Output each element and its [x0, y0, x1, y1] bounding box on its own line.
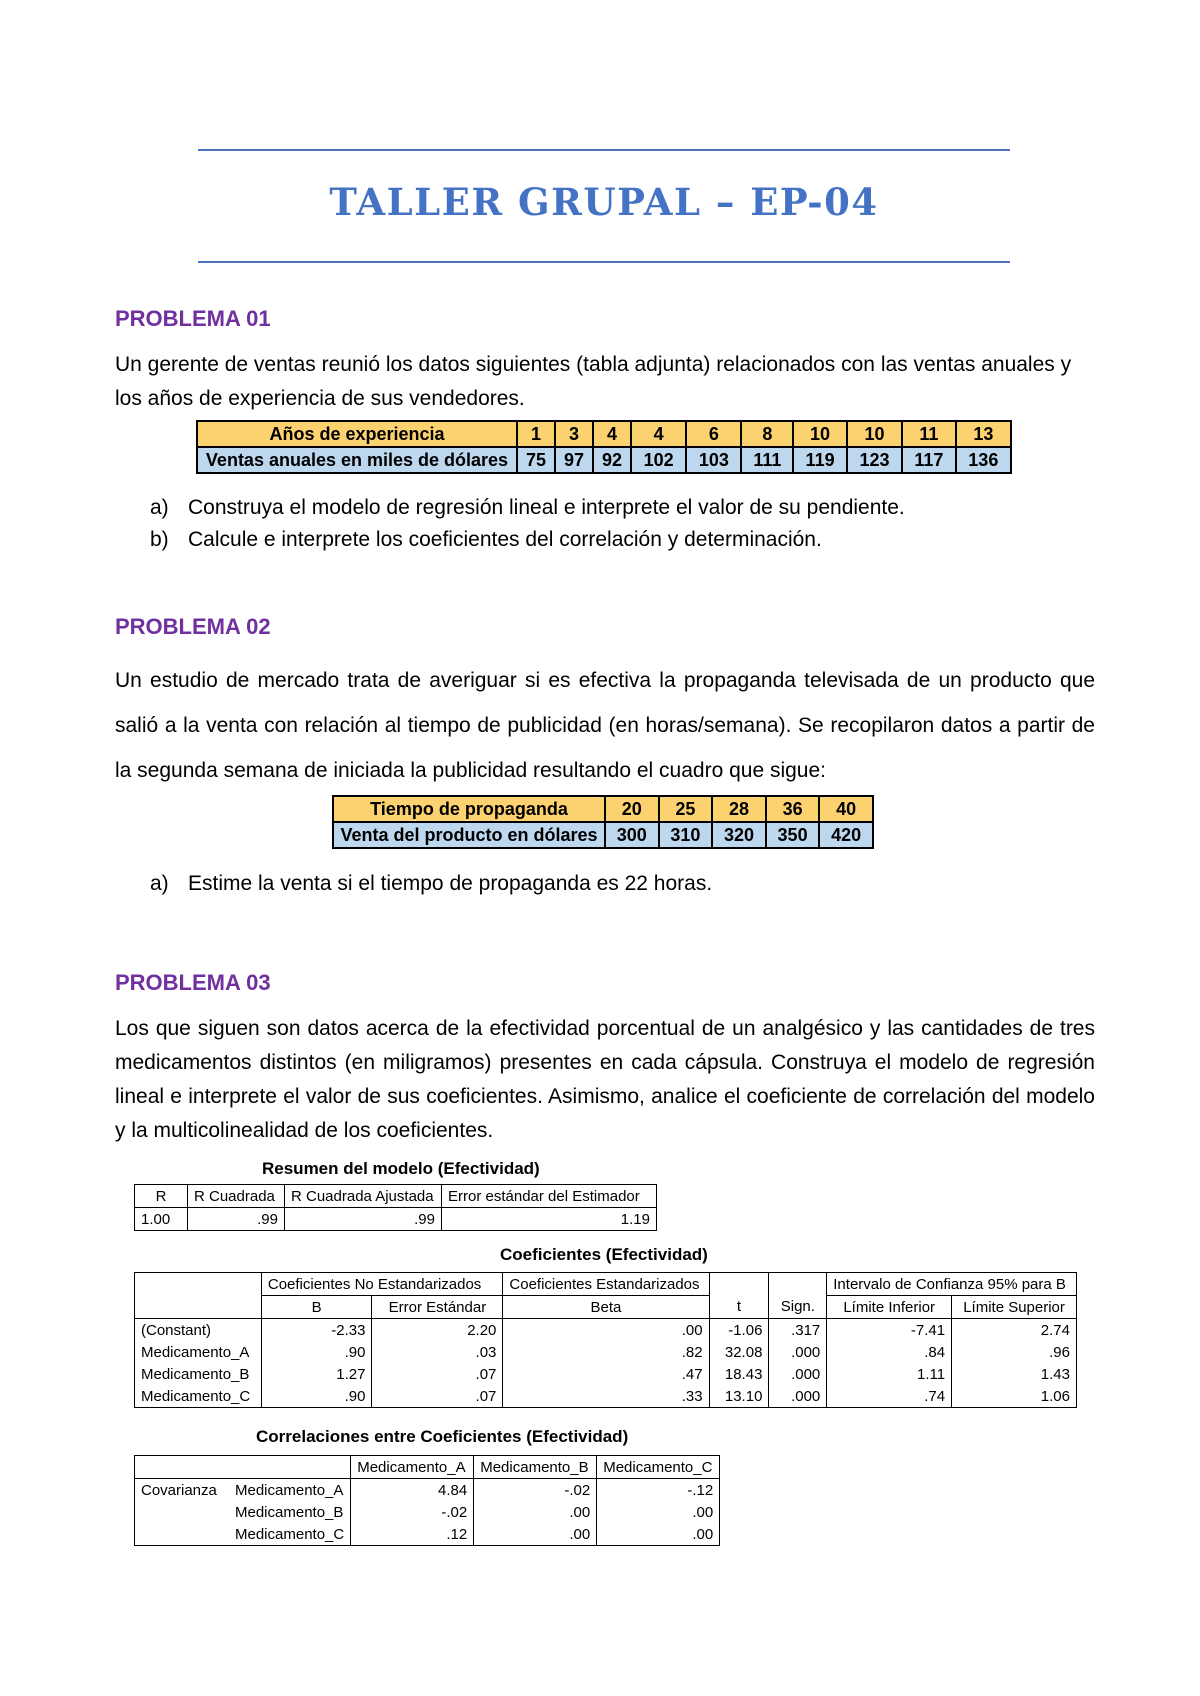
table-cell: 36 — [766, 796, 820, 822]
problem-01-text: Un gerente de ventas reunió los datos siguientes (tabla adjunta) relacionados con las ventas anuales y los años de experiencia de sus vendedores. — [115, 353, 1072, 410]
table-cell: .000 — [769, 1363, 827, 1385]
table-cell: 18.43 — [709, 1363, 769, 1385]
table-cell: 136 — [956, 447, 1011, 473]
table-cell: .00 — [474, 1501, 597, 1523]
table-cell: .317 — [769, 1319, 827, 1342]
table-cell: 10 — [793, 421, 847, 447]
table-header: Límite Inferior — [827, 1296, 952, 1319]
table-cell: 111 — [741, 447, 793, 473]
table-cell: 13 — [956, 421, 1011, 447]
table-cell: 11 — [902, 421, 956, 447]
table-header: Coeficientes No Estandarizados — [261, 1273, 503, 1296]
correlations-title: Correlaciones entre Coeficientes (Efectividad) — [256, 1427, 629, 1446]
row-group-label: Covarianza — [135, 1479, 230, 1502]
problem-03-text: Los que siguen son datos acerca de la efectividad porcentual de un analgésico y las cantidades de tres medicamentos distintos (en miligramos) presentes en cada cápsula. Construya el modelo de regresión lineal e interprete el valor de sus coeficientes. Asimismo, analice el coeficiente de correlación del modelo y la multicolinealidad de los coeficientes. — [115, 1017, 1095, 1142]
table-header: Error estándar del Estimador — [442, 1185, 657, 1208]
table-cell: 123 — [847, 447, 902, 473]
table-row — [135, 1296, 1077, 1319]
model-summary-table — [134, 1184, 657, 1231]
row-label: Medicamento_A — [135, 1341, 262, 1363]
table-cell: 8 — [741, 421, 793, 447]
table-cell: 2.20 — [372, 1319, 503, 1342]
coefficients-title: Coeficientes (Efectividad) — [500, 1245, 708, 1264]
table-cell: .99 — [188, 1208, 285, 1231]
table-cell: -.12 — [597, 1479, 720, 1502]
table-cell: 119 — [793, 447, 847, 473]
table-row — [333, 796, 873, 822]
table-header-blank — [229, 1456, 351, 1479]
table-cell: .90 — [261, 1341, 372, 1363]
table-header: R Cuadrada — [188, 1185, 285, 1208]
table-cell: 2.74 — [952, 1319, 1077, 1342]
table-cell: 3 — [555, 421, 593, 447]
table-cell: .84 — [827, 1341, 952, 1363]
table-cell: 1.43 — [952, 1363, 1077, 1385]
model-summary-title: Resumen del modelo (Efectividad) — [262, 1159, 540, 1178]
problem-03-heading: PROBLEMA 03 — [115, 970, 271, 995]
table-header: R — [135, 1185, 188, 1208]
table-header: Límite Superior — [952, 1296, 1077, 1319]
table-row — [135, 1273, 1077, 1296]
table-cell: 102 — [631, 447, 686, 473]
table-cell: 25 — [659, 796, 713, 822]
table-cell: .000 — [769, 1341, 827, 1363]
table-cell: .00 — [597, 1501, 720, 1523]
table-cell: .00 — [597, 1523, 720, 1546]
table-cell: .99 — [285, 1208, 442, 1231]
table-header: Medicamento_A — [351, 1456, 474, 1479]
table-row — [135, 1385, 1077, 1408]
correlations-table — [134, 1455, 720, 1546]
row-label: Tiempo de propaganda — [333, 796, 605, 822]
table-header: Coeficientes Estandarizados — [503, 1273, 709, 1296]
table-cell: 1 — [517, 421, 555, 447]
table-cell: 1.27 — [261, 1363, 372, 1385]
table-row — [333, 822, 873, 848]
table-cell: -7.41 — [827, 1319, 952, 1342]
list-item: b) Calcule e interprete los coeficientes del correlación y determinación. — [150, 528, 822, 551]
table-row — [135, 1185, 657, 1208]
table-cell: 32.08 — [709, 1341, 769, 1363]
list-item: a) Estime la venta si el tiempo de propaganda es 22 horas. — [150, 872, 713, 895]
table-row — [197, 421, 1011, 447]
table-cell: 40 — [819, 796, 873, 822]
row-label: Medicamento_A — [229, 1479, 351, 1502]
table-cell: 10 — [847, 421, 902, 447]
page-title: TALLER GRUPAL – EP-04 — [329, 180, 879, 224]
table-cell: 350 — [766, 822, 820, 848]
table-header-blank — [135, 1296, 262, 1319]
problem-02-heading: PROBLEMA 02 — [115, 614, 271, 639]
title-bottom-rule — [198, 261, 1010, 263]
table-cell: .96 — [952, 1341, 1077, 1363]
table-cell: 1.11 — [827, 1363, 952, 1385]
table-row — [135, 1456, 720, 1479]
table-header: Beta — [503, 1296, 709, 1319]
table-cell: 1.19 — [442, 1208, 657, 1231]
list-item: a) Construya el modelo de regresión lineal e interprete el valor de su pendiente. — [150, 496, 905, 519]
table-cell: 320 — [712, 822, 766, 848]
table-cell: .74 — [827, 1385, 952, 1408]
table-cell: -.02 — [351, 1501, 474, 1523]
table-cell: 103 — [686, 447, 741, 473]
table-header: B — [261, 1296, 372, 1319]
table-header: Sign. — [769, 1296, 827, 1319]
problem-02-table — [332, 795, 874, 849]
problem-02-text: Un estudio de mercado trata de averiguar si es efectiva la propaganda televisada de un producto que salió a la venta con relación al tiempo de publicidad (en horas/semana). Se recopilaron datos a partir de la segunda semana de iniciada la publicidad resultando el cuadro que sigue: — [115, 669, 1095, 782]
table-cell-blank — [135, 1523, 230, 1546]
problem-01-heading: PROBLEMA 01 — [115, 306, 271, 331]
table-row — [135, 1479, 720, 1502]
table-cell: .07 — [372, 1385, 503, 1408]
table-header: Medicamento_C — [597, 1456, 720, 1479]
table-cell: .47 — [503, 1363, 709, 1385]
problem-01-table — [196, 420, 1012, 474]
table-cell: 20 — [605, 796, 659, 822]
table-cell: .000 — [769, 1385, 827, 1408]
table-cell: .90 — [261, 1385, 372, 1408]
table-cell: 13.10 — [709, 1385, 769, 1408]
table-row — [135, 1523, 720, 1546]
table-cell: 28 — [712, 796, 766, 822]
table-header: Intervalo de Confianza 95% para B — [827, 1273, 1077, 1296]
table-cell: 4 — [593, 421, 631, 447]
title-top-rule — [198, 149, 1010, 151]
table-cell: 75 — [517, 447, 555, 473]
table-row — [197, 447, 1011, 473]
table-header: R Cuadrada Ajustada — [285, 1185, 442, 1208]
table-cell: 420 — [819, 822, 873, 848]
row-label: Venta del producto en dólares — [333, 822, 605, 848]
row-label: Medicamento_B — [229, 1501, 351, 1523]
table-cell: .12 — [351, 1523, 474, 1546]
table-cell: -1.06 — [709, 1319, 769, 1342]
table-cell: .82 — [503, 1341, 709, 1363]
table-cell: 117 — [902, 447, 956, 473]
row-label: Años de experiencia — [197, 421, 517, 447]
table-cell: 1.06 — [952, 1385, 1077, 1408]
table-cell: .00 — [503, 1319, 709, 1342]
table-row — [135, 1319, 1077, 1342]
table-cell-blank — [135, 1501, 230, 1523]
table-cell: 1.00 — [135, 1208, 188, 1231]
table-cell: 6 — [686, 421, 741, 447]
table-cell: .33 — [503, 1385, 709, 1408]
table-row — [135, 1208, 657, 1231]
table-row — [135, 1363, 1077, 1385]
table-row — [135, 1501, 720, 1523]
table-cell: -.02 — [474, 1479, 597, 1502]
coefficients-table — [134, 1272, 1077, 1408]
table-header-blank — [769, 1273, 827, 1296]
table-header-blank — [135, 1273, 262, 1296]
table-cell: 4 — [631, 421, 686, 447]
table-cell: .03 — [372, 1341, 503, 1363]
table-cell: .07 — [372, 1363, 503, 1385]
row-label: Medicamento_B — [135, 1363, 262, 1385]
table-cell: 4.84 — [351, 1479, 474, 1502]
table-header-blank — [135, 1456, 230, 1479]
table-header: Medicamento_B — [474, 1456, 597, 1479]
table-row — [135, 1341, 1077, 1363]
table-cell: 310 — [659, 822, 713, 848]
row-label: Ventas anuales en miles de dólares — [197, 447, 517, 473]
table-header-blank — [709, 1273, 769, 1296]
table-header: Error Estándar — [372, 1296, 503, 1319]
table-cell: 300 — [605, 822, 659, 848]
table-cell: 97 — [555, 447, 593, 473]
table-cell: -2.33 — [261, 1319, 372, 1342]
row-label: Medicamento_C — [229, 1523, 351, 1546]
row-label: (Constant) — [135, 1319, 262, 1342]
table-cell: .00 — [474, 1523, 597, 1546]
table-cell: 92 — [593, 447, 631, 473]
row-label: Medicamento_C — [135, 1385, 262, 1408]
table-header: t — [709, 1296, 769, 1319]
